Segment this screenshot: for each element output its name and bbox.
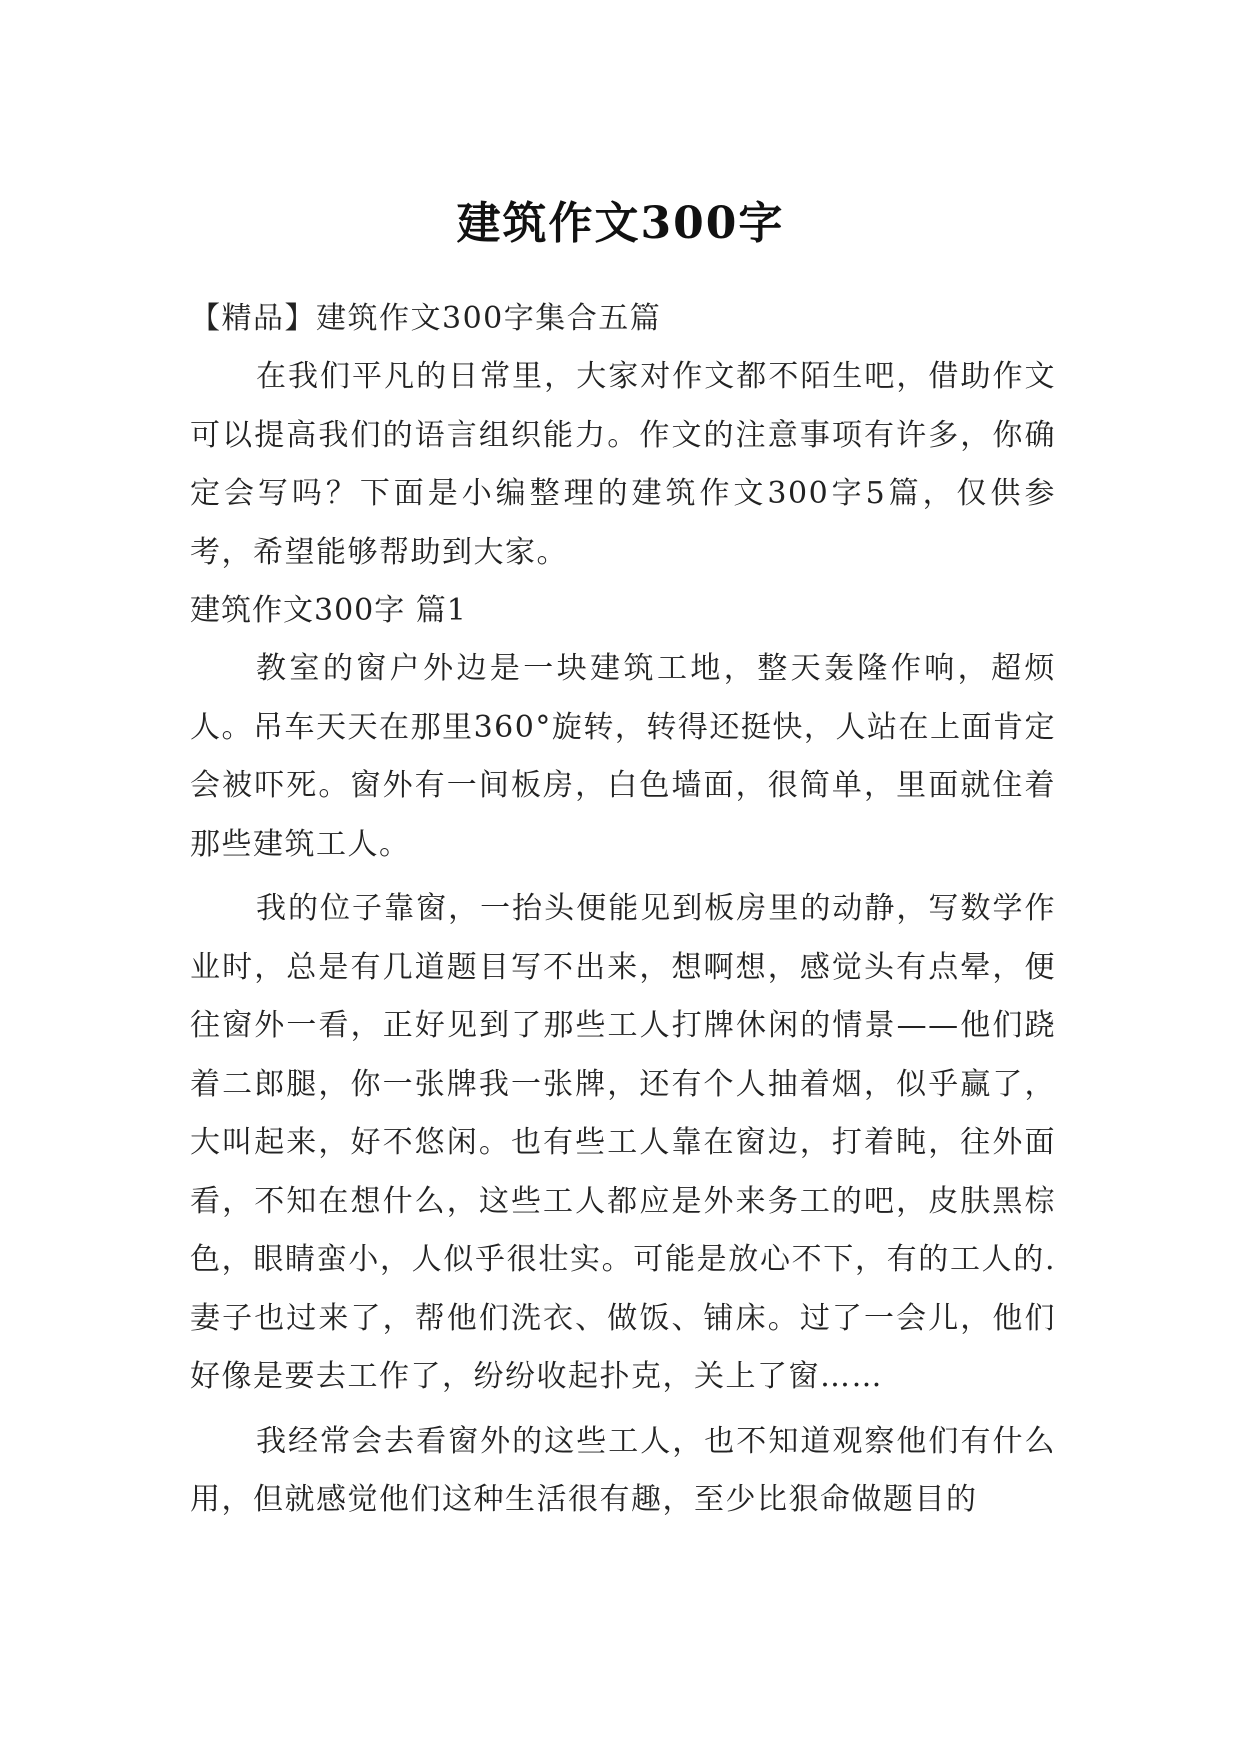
body-paragraph-2: 我的位子靠窗，一抬头便能见到板房里的动静，写数学作业时，总是有几道题目写不出来，想啊想，感觉头有点晕，便往窗外一看，正好见到了那些工人打牌休闲的情景——他们跷着二郎腿，你一张牌我一张牌，还有个人抽着烟，似乎赢了，大叫起来，好不悠闲。也有些工人靠在窗边，打着盹，往外面看，不知在想什么，这些工人都应是外来务工的吧，皮肤黑棕色，眼睛蛮小，人似乎很壮实。可能是放心不下，有的工人的.妻子也过来了，帮他们洗衣、做饭、铺床。过了一会儿，他们好像是要去工作了，纷纷收起扑克，关上了窗…… [190, 891, 1056, 1394]
document-title: 建筑作文300字 [456, 198, 785, 250]
section-heading: 建筑作文300字 篇1 [190, 593, 467, 628]
intro-paragraph: 在我们平凡的日常里，大家对作文都不陌生吧，借助作文可以提高我们的语言组织能力。作文的注意事项有许多，你确定会写吗？下面是小编整理的建筑作文300字5篇，仅供参考，希望能够帮助到大家。 [190, 359, 1056, 570]
document-subtitle: 【精品】建筑作文300字集合五篇 [190, 301, 662, 336]
body-paragraph-3: 我经常会去看窗外的这些工人，也不知道观察他们有什么用，但就感觉他们这种生活很有趣，至少比狠命做题目的 [190, 1423, 1056, 1517]
body-paragraph-1: 教室的窗户外边是一块建筑工地，整天轰隆作响，超烦人。吊车天天在那里360°旋转，转得还挺快，人站在上面肯定会被吓死。窗外有一间板房，白色墙面，很简单，里面就住着那些建筑工人。 [190, 651, 1056, 862]
document-body [190, 290, 1056, 1530]
